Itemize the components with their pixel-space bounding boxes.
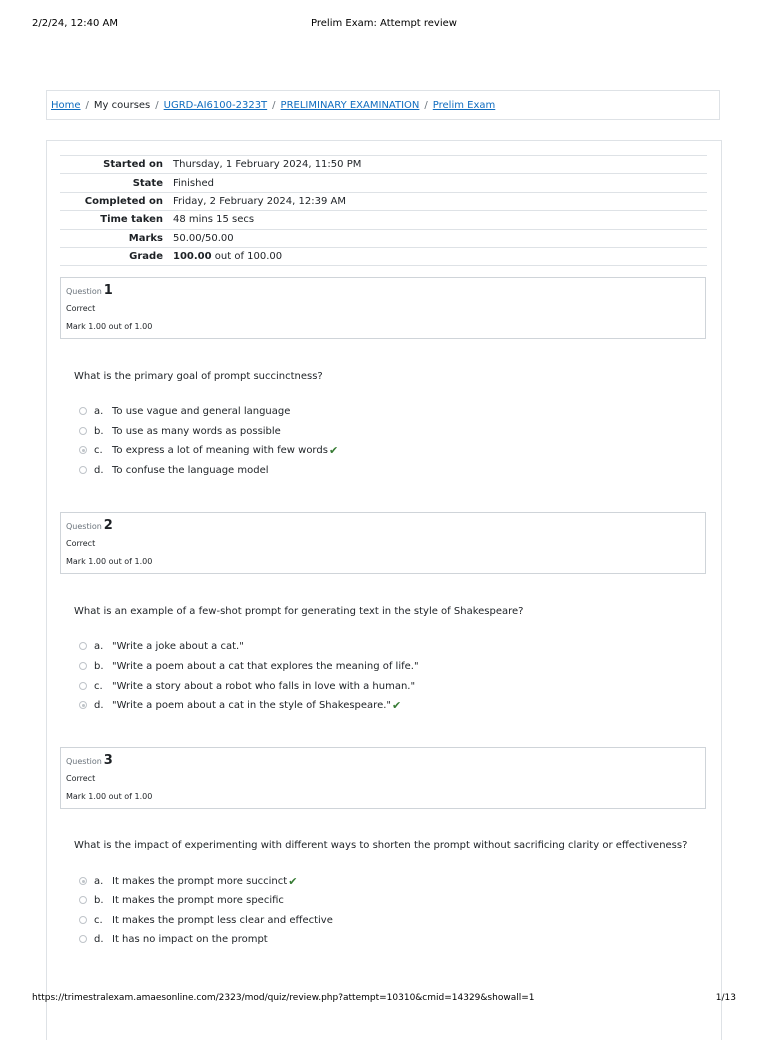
question-2-option-c[interactable] <box>79 678 415 694</box>
summary-value: 50.00/50.00 <box>173 232 234 244</box>
radio-button-selected[interactable] <box>79 877 87 885</box>
option-text: "Write a story about a robot who falls in love with a human." <box>112 680 416 692</box>
summary-row-marks <box>60 229 707 247</box>
summary-value: Friday, 2 February 2024, 12:39 AM <box>173 195 346 207</box>
summary-label: State <box>132 177 163 189</box>
summary-row-started <box>60 156 707 174</box>
breadcrumb-separator: / <box>155 99 159 111</box>
radio-button[interactable] <box>79 916 87 924</box>
radio-button-selected[interactable] <box>79 446 87 454</box>
option-text: It makes the prompt more specific <box>112 894 284 906</box>
checkmark-icon: ✔ <box>392 698 402 712</box>
question-3-option-a[interactable] <box>79 873 297 889</box>
question-2-text: What is an example of a few-shot prompt for generating text in the style of Shakespeare? <box>74 606 524 617</box>
print-footer <box>0 993 768 1007</box>
radio-button[interactable] <box>79 407 87 415</box>
question-3-info <box>60 747 706 809</box>
summary-label: Marks <box>128 232 163 244</box>
question-mark: Mark 1.00 out of 1.00 <box>66 322 153 331</box>
summary-value: 48 mins 15 secs <box>173 214 255 226</box>
radio-button[interactable] <box>79 427 87 435</box>
summary-row-completed <box>60 192 707 210</box>
print-date: 2/2/24, 12:40 AM <box>32 18 119 29</box>
checkmark-icon: ✔ <box>328 443 339 457</box>
option-text: It makes the prompt less clear and effective <box>112 914 333 926</box>
question-3-option-c[interactable] <box>79 912 333 928</box>
radio-button-selected[interactable] <box>79 701 87 709</box>
summary-label: Started on <box>103 159 163 171</box>
summary-label: Time taken <box>100 214 163 226</box>
question-word: Question <box>66 287 102 296</box>
attempt-summary-table <box>60 155 707 266</box>
breadcrumb-separator: / <box>272 99 276 111</box>
question-1-option-d[interactable] <box>79 462 269 478</box>
question-1-text: What is the primary goal of prompt succinctness? <box>74 371 323 382</box>
breadcrumb <box>46 90 720 120</box>
option-letter: b. <box>94 425 104 437</box>
question-mark: Mark 1.00 out of 1.00 <box>66 557 153 566</box>
option-letter: a. <box>94 640 104 652</box>
question-number: 2 <box>103 518 113 533</box>
option-letter: b. <box>94 660 104 672</box>
checkmark-icon: ✔ <box>288 874 298 888</box>
question-1-option-b[interactable] <box>79 423 281 439</box>
question-state: Correct <box>66 774 96 783</box>
summary-label: Completed on <box>84 195 163 207</box>
radio-button[interactable] <box>79 896 87 904</box>
radio-button[interactable] <box>79 662 87 670</box>
question-number-label <box>66 518 113 533</box>
question-number-label <box>66 283 113 298</box>
option-text: It makes the prompt more succinct <box>112 875 288 887</box>
print-page-number: 1/13 <box>715 993 736 1003</box>
breadcrumb-my-courses: My courses <box>93 99 151 111</box>
summary-row-time-taken <box>60 211 707 229</box>
question-2-info <box>60 512 706 574</box>
breadcrumb-section-link[interactable]: PRELIMINARY EXAMINATION <box>280 99 420 111</box>
option-text: "Write a joke about a cat." <box>112 640 244 652</box>
option-text: To use vague and general language <box>112 405 291 417</box>
breadcrumb-course-link[interactable]: UGRD-AI6100-2323T <box>163 99 268 111</box>
breadcrumb-separator: / <box>424 99 428 111</box>
question-word: Question <box>66 522 102 531</box>
breadcrumb-home-link[interactable]: Home <box>51 99 81 111</box>
option-letter: d. <box>94 464 104 476</box>
option-letter: c. <box>94 680 103 692</box>
question-1-option-c[interactable] <box>79 442 338 458</box>
question-number-label <box>66 753 113 768</box>
option-letter: d. <box>94 699 104 711</box>
option-text: "Write a poem about a cat in the style of Shakespeare." <box>112 699 392 711</box>
question-3-text: What is the impact of experimenting with different ways to shorten the prompt without sacrificing clarity or effectiveness? <box>74 840 688 851</box>
summary-value <box>169 247 707 265</box>
question-number: 1 <box>103 283 113 298</box>
grade-score: 100.00 <box>173 251 212 263</box>
breadcrumb-quiz-link[interactable]: Prelim Exam <box>432 99 496 111</box>
question-mark: Mark 1.00 out of 1.00 <box>66 792 153 801</box>
question-2-option-d[interactable] <box>79 697 401 713</box>
option-letter: c. <box>94 444 103 456</box>
option-text: "Write a poem about a cat that explores the meaning of life." <box>112 660 419 672</box>
print-header <box>0 18 768 32</box>
question-3-option-d[interactable] <box>79 931 268 947</box>
question-word: Question <box>66 757 102 766</box>
question-number: 3 <box>103 753 113 768</box>
option-text: To confuse the language model <box>112 464 269 476</box>
summary-value: Finished <box>173 177 214 189</box>
question-1-option-a[interactable] <box>79 403 290 419</box>
summary-row-grade <box>60 247 707 265</box>
option-letter: a. <box>94 405 104 417</box>
radio-button[interactable] <box>79 642 87 650</box>
print-title: Prelim Exam: Attempt review <box>311 18 457 29</box>
option-letter: c. <box>94 914 103 926</box>
option-text: To express a lot of meaning with few words <box>112 444 328 456</box>
option-letter: d. <box>94 933 104 945</box>
summary-row-state <box>60 174 707 192</box>
radio-button[interactable] <box>79 935 87 943</box>
radio-button[interactable] <box>79 682 87 690</box>
question-2-option-a[interactable] <box>79 638 244 654</box>
radio-button[interactable] <box>79 466 87 474</box>
option-letter: a. <box>94 875 104 887</box>
option-letter: b. <box>94 894 104 906</box>
breadcrumb-separator: / <box>85 99 89 111</box>
grade-out-of: out of 100.00 <box>211 251 283 263</box>
summary-value: Thursday, 1 February 2024, 11:50 PM <box>173 159 362 171</box>
print-url: https://trimestralexam.amaesonline.com/2323/mod/quiz/review.php?attempt=10310&cmid=14329&showall=1 <box>32 993 535 1003</box>
question-1-info <box>60 277 706 339</box>
question-3-option-b[interactable] <box>79 892 284 908</box>
option-text: It has no impact on the prompt <box>112 933 268 945</box>
question-state: Correct <box>66 539 96 548</box>
summary-label: Grade <box>129 251 163 263</box>
question-2-option-b[interactable] <box>79 658 419 674</box>
question-state: Correct <box>66 304 96 313</box>
option-text: To use as many words as possible <box>112 425 281 437</box>
